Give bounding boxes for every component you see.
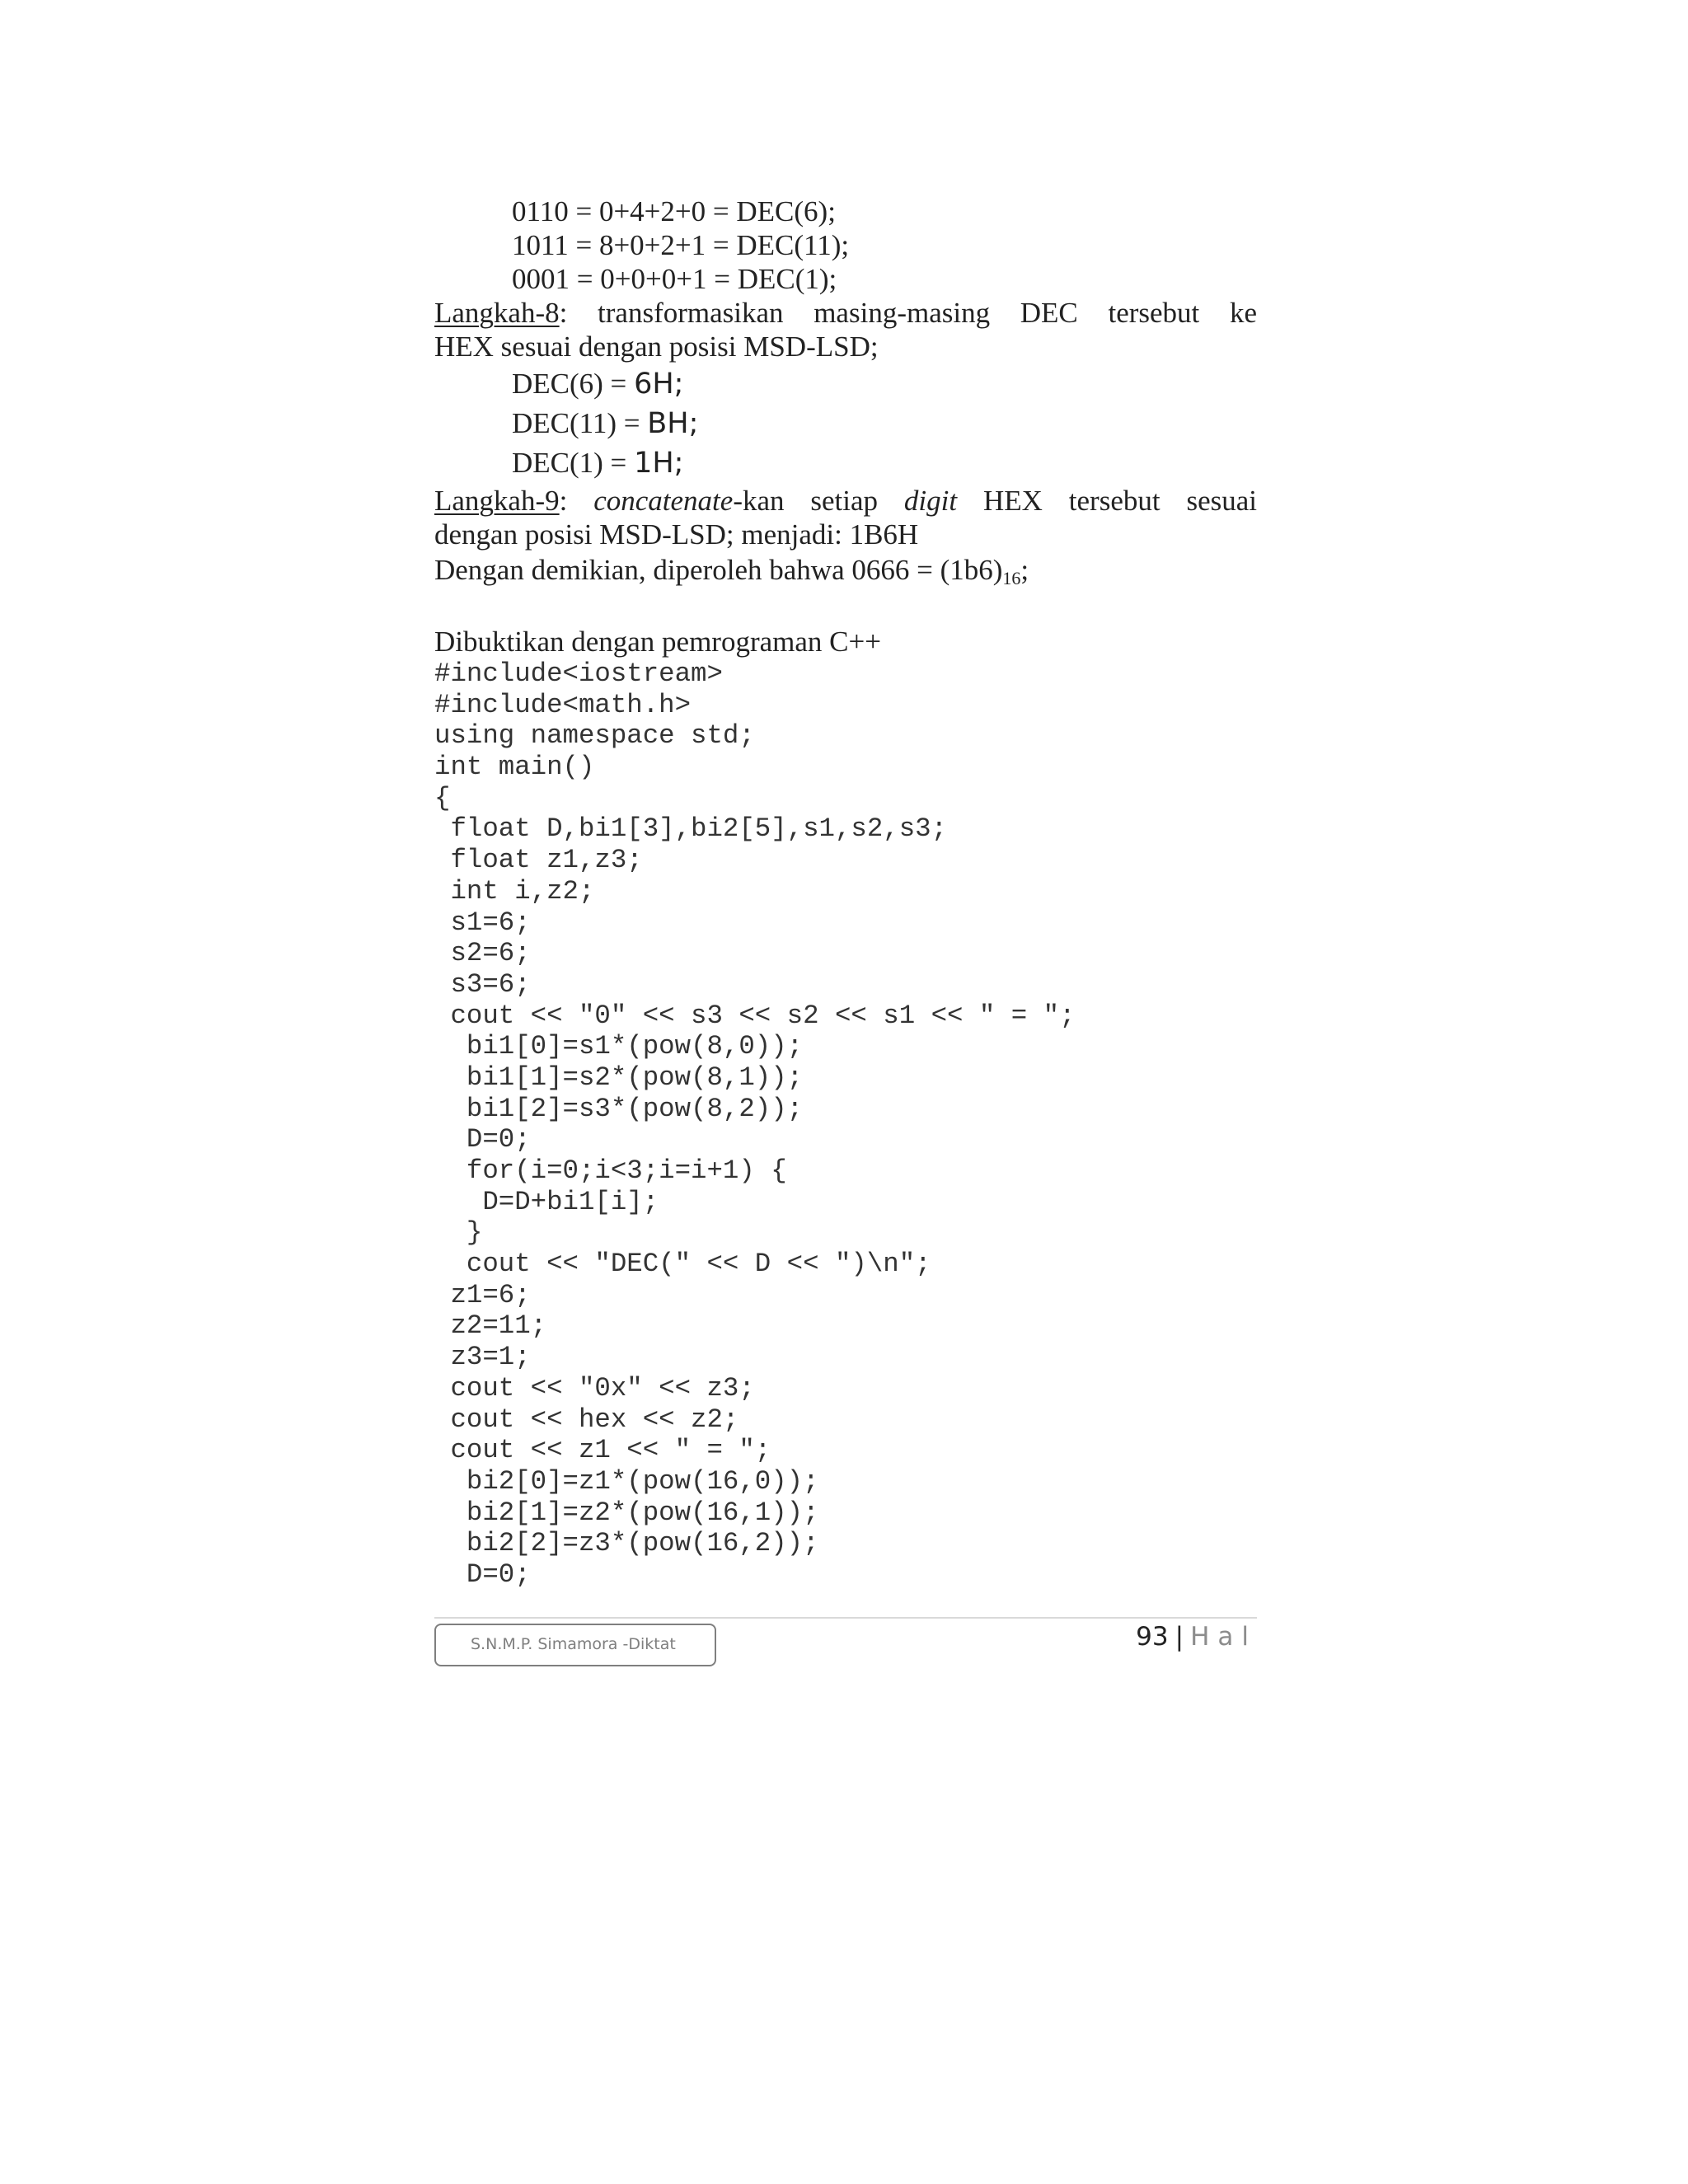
code-line: int i,z2; — [434, 875, 595, 907]
step-9-paragraph — [434, 484, 1257, 518]
hex-line-1 — [434, 367, 1257, 401]
code-line: cout << "0x" << z3; — [434, 1372, 755, 1404]
step-9-digit: digit — [903, 485, 958, 517]
footer-divider — [434, 1617, 1257, 1619]
code-line: cout << "DEC(" << D << ")\n"; — [434, 1249, 931, 1280]
code-line: z1=6; — [434, 1279, 531, 1310]
equation-1-sum: 0110 = 0+4+2+0 = — [512, 195, 737, 227]
equation-line-1 — [434, 194, 1257, 228]
equation-3-sum: 0001 = 0+0+0+1 = — [512, 263, 738, 295]
page-number-value: 93 — [1136, 1622, 1169, 1652]
result-suffix: ; — [1020, 554, 1029, 586]
equation-1-dec: DEC(6); — [736, 195, 836, 227]
code-line: z3=1; — [434, 1342, 531, 1373]
equation-line-3 — [434, 262, 1257, 296]
step-8-body: : transformasikan masing-masing DEC tersebut ke — [559, 297, 1257, 329]
code-line: bi1[2]=s3*(pow(8,2)); — [434, 1093, 804, 1124]
code-line: s3=6; — [434, 968, 531, 1000]
code-line: cout << "0" << s3 << s2 << s1 << " = "; — [434, 1000, 1076, 1031]
document-page — [434, 194, 1257, 1591]
code-line: bi2[2]=z3*(pow(16,2)); — [434, 1528, 819, 1559]
hex-1-dec: DEC(6) = — [512, 368, 635, 400]
code-line: float D,bi1[3],bi2[5],s1,s2,s3; — [434, 813, 948, 845]
hex-line-2 — [434, 406, 1257, 441]
code-line: float z1,z3; — [434, 845, 643, 876]
code-line: bi1[1]=s2*(pow(8,1)); — [434, 1062, 804, 1093]
page-number — [1136, 1620, 1257, 1653]
page-number-hal: Hal — [1190, 1622, 1257, 1652]
equation-2-sum: 1011 = 8+0+2+1 = — [512, 229, 737, 261]
step-9-colon: : — [559, 485, 594, 517]
hex-2-value: BH; — [647, 407, 699, 440]
hex-3-value: 1H; — [634, 447, 684, 480]
code-block — [434, 658, 1257, 1591]
hex-line-3 — [434, 446, 1257, 480]
equation-3-dec: DEC(1); — [737, 263, 837, 295]
result-subscript: 16 — [1002, 568, 1021, 588]
proof-heading: Dibuktikan dengan pemrograman C++ — [434, 626, 881, 658]
code-line: cout << z1 << " = "; — [434, 1435, 771, 1466]
equation-line-2 — [434, 228, 1257, 262]
code-line: bi2[1]=z2*(pow(16,1)); — [434, 1497, 819, 1528]
code-line: D=0; — [434, 1124, 531, 1155]
code-line: D=D+bi1[i]; — [434, 1186, 659, 1217]
code-line: using namespace std; — [434, 720, 755, 752]
step-9-concatenate: concatenate — [593, 485, 734, 517]
hex-3-dec: DEC(1) = — [512, 447, 635, 479]
code-line: int main() — [434, 752, 595, 783]
code-line: #include<math.h> — [434, 689, 692, 720]
result-line — [434, 553, 1257, 595]
code-line: for(i=0;i<3;i=i+1) { — [434, 1155, 787, 1186]
paragraph-gap — [434, 595, 1257, 625]
page-number-separator: | — [1175, 1622, 1184, 1652]
code-line: { — [434, 782, 451, 813]
code-line: } — [434, 1217, 483, 1249]
step-9-rest: HEX tersebut sesuai — [957, 485, 1257, 517]
step-9-label: Langkah-9 — [434, 485, 560, 517]
equation-2-dec: DEC(11); — [736, 229, 850, 261]
code-line: z2=11; — [434, 1310, 547, 1342]
code-line: s1=6; — [434, 907, 531, 938]
hex-1-value: 6H; — [634, 368, 684, 401]
code-line: bi2[0]=z1*(pow(16,0)); — [434, 1465, 819, 1497]
step-8-paragraph-line-2: HEX sesuai dengan posisi MSD-LSD; — [434, 330, 879, 363]
code-line: cout << hex << z2; — [434, 1404, 739, 1435]
step-9-paragraph-line-2: dengan posisi MSD-LSD; menjadi: 1B6H — [434, 518, 919, 551]
code-line: #include<iostream> — [434, 658, 723, 689]
footer-author-box — [434, 1624, 716, 1666]
step-9-kan: -kan setiap — [733, 485, 904, 517]
code-line: bi1[0]=s1*(pow(8,0)); — [434, 1031, 804, 1062]
step-8-paragraph — [434, 296, 1257, 330]
step-8-label: Langkah-8 — [434, 297, 560, 329]
hex-2-dec: DEC(11) = — [512, 407, 648, 439]
code-line: D=0; — [434, 1558, 531, 1590]
footer-author: S.N.M.P. Simamora -Diktat — [471, 1635, 676, 1653]
result-prefix: Dengan demikian, diperoleh bahwa 0666 = (1b6) — [434, 554, 1003, 586]
code-line: s2=6; — [434, 938, 531, 969]
